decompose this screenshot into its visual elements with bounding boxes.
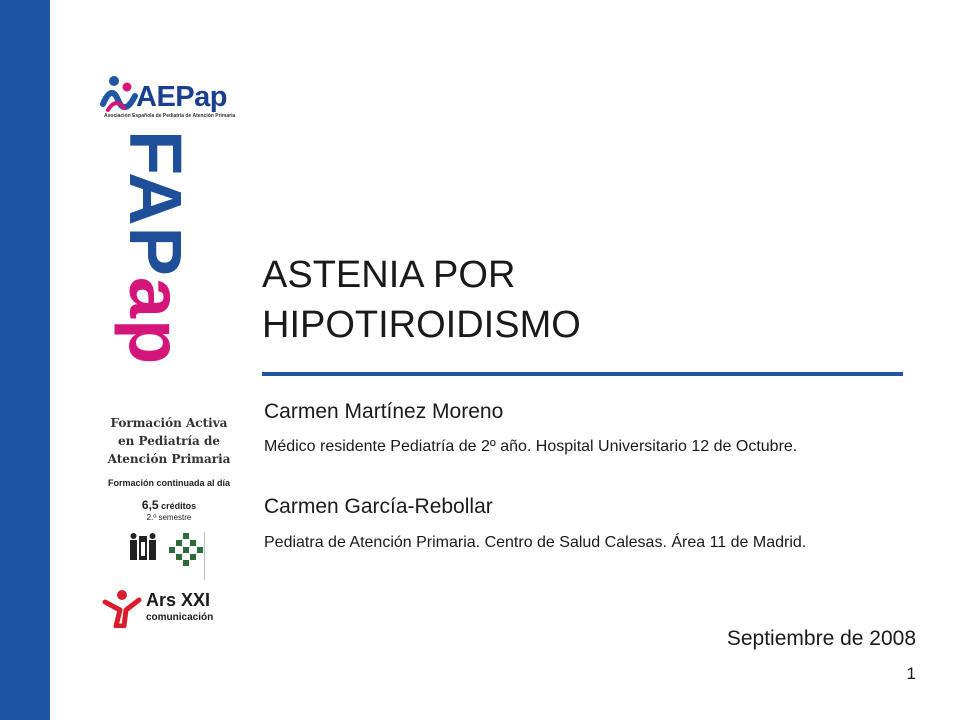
people-emblem-icon [128, 532, 158, 566]
ars-figure-icon [102, 588, 142, 628]
continuing-education-label: Formación continuada al día [107, 478, 231, 488]
credits-info [96, 500, 242, 523]
fapap-lower-text: ap [114, 276, 197, 366]
badge-divider [204, 532, 205, 580]
aepap-logo-subtitle: Asociación Española de Pediatría de Atención Primaria [104, 113, 236, 119]
credits-label: créditos [161, 501, 197, 511]
program-name [96, 414, 242, 468]
title-line-1: ASTENIA POR [262, 254, 516, 296]
program-line: en Pediatría de [118, 434, 220, 448]
aepap-logo [100, 70, 240, 130]
title-line-2: HIPOTIROIDISMO [262, 304, 581, 346]
presentation-date: Septiembre de 2008 [726, 627, 916, 650]
accreditation-badge-right [168, 532, 204, 582]
author-2-affiliation: Pediatra de Atención Primaria. Centro de Salud Calesas. Área 11 de Madrid. [264, 534, 807, 551]
ars-logo-text: Ars XXI [146, 590, 211, 610]
program-line: Formación Activa [110, 416, 228, 430]
aepap-figure-icon [100, 74, 140, 118]
fapap-wordmark [114, 130, 197, 366]
diamond-emblem-icon [168, 532, 204, 566]
author-1-name: Carmen Martínez Moreno [264, 400, 504, 423]
ars-xxi-logo [102, 588, 232, 628]
left-accent-bar [0, 0, 50, 720]
credits-value: 6,5 [141, 498, 159, 512]
program-line: Atención Primaria [107, 452, 231, 466]
author-1-affiliation: Médico residente Pediatría de 2º año. Hospital Universitario 12 de Octubre. [264, 438, 798, 455]
author-2-name: Carmen García-Rebollar [264, 495, 493, 518]
title-underline [262, 372, 903, 376]
ars-logo-subtitle: comunicación [146, 612, 214, 623]
page-number: 1 [906, 664, 916, 683]
aepap-logo-text: AEPap [136, 81, 227, 113]
semester-label: 2.º semestre [146, 513, 192, 522]
fapap-upper-text: FAP [114, 130, 197, 277]
slide-title [262, 250, 902, 350]
accreditation-badge-left [128, 532, 158, 582]
